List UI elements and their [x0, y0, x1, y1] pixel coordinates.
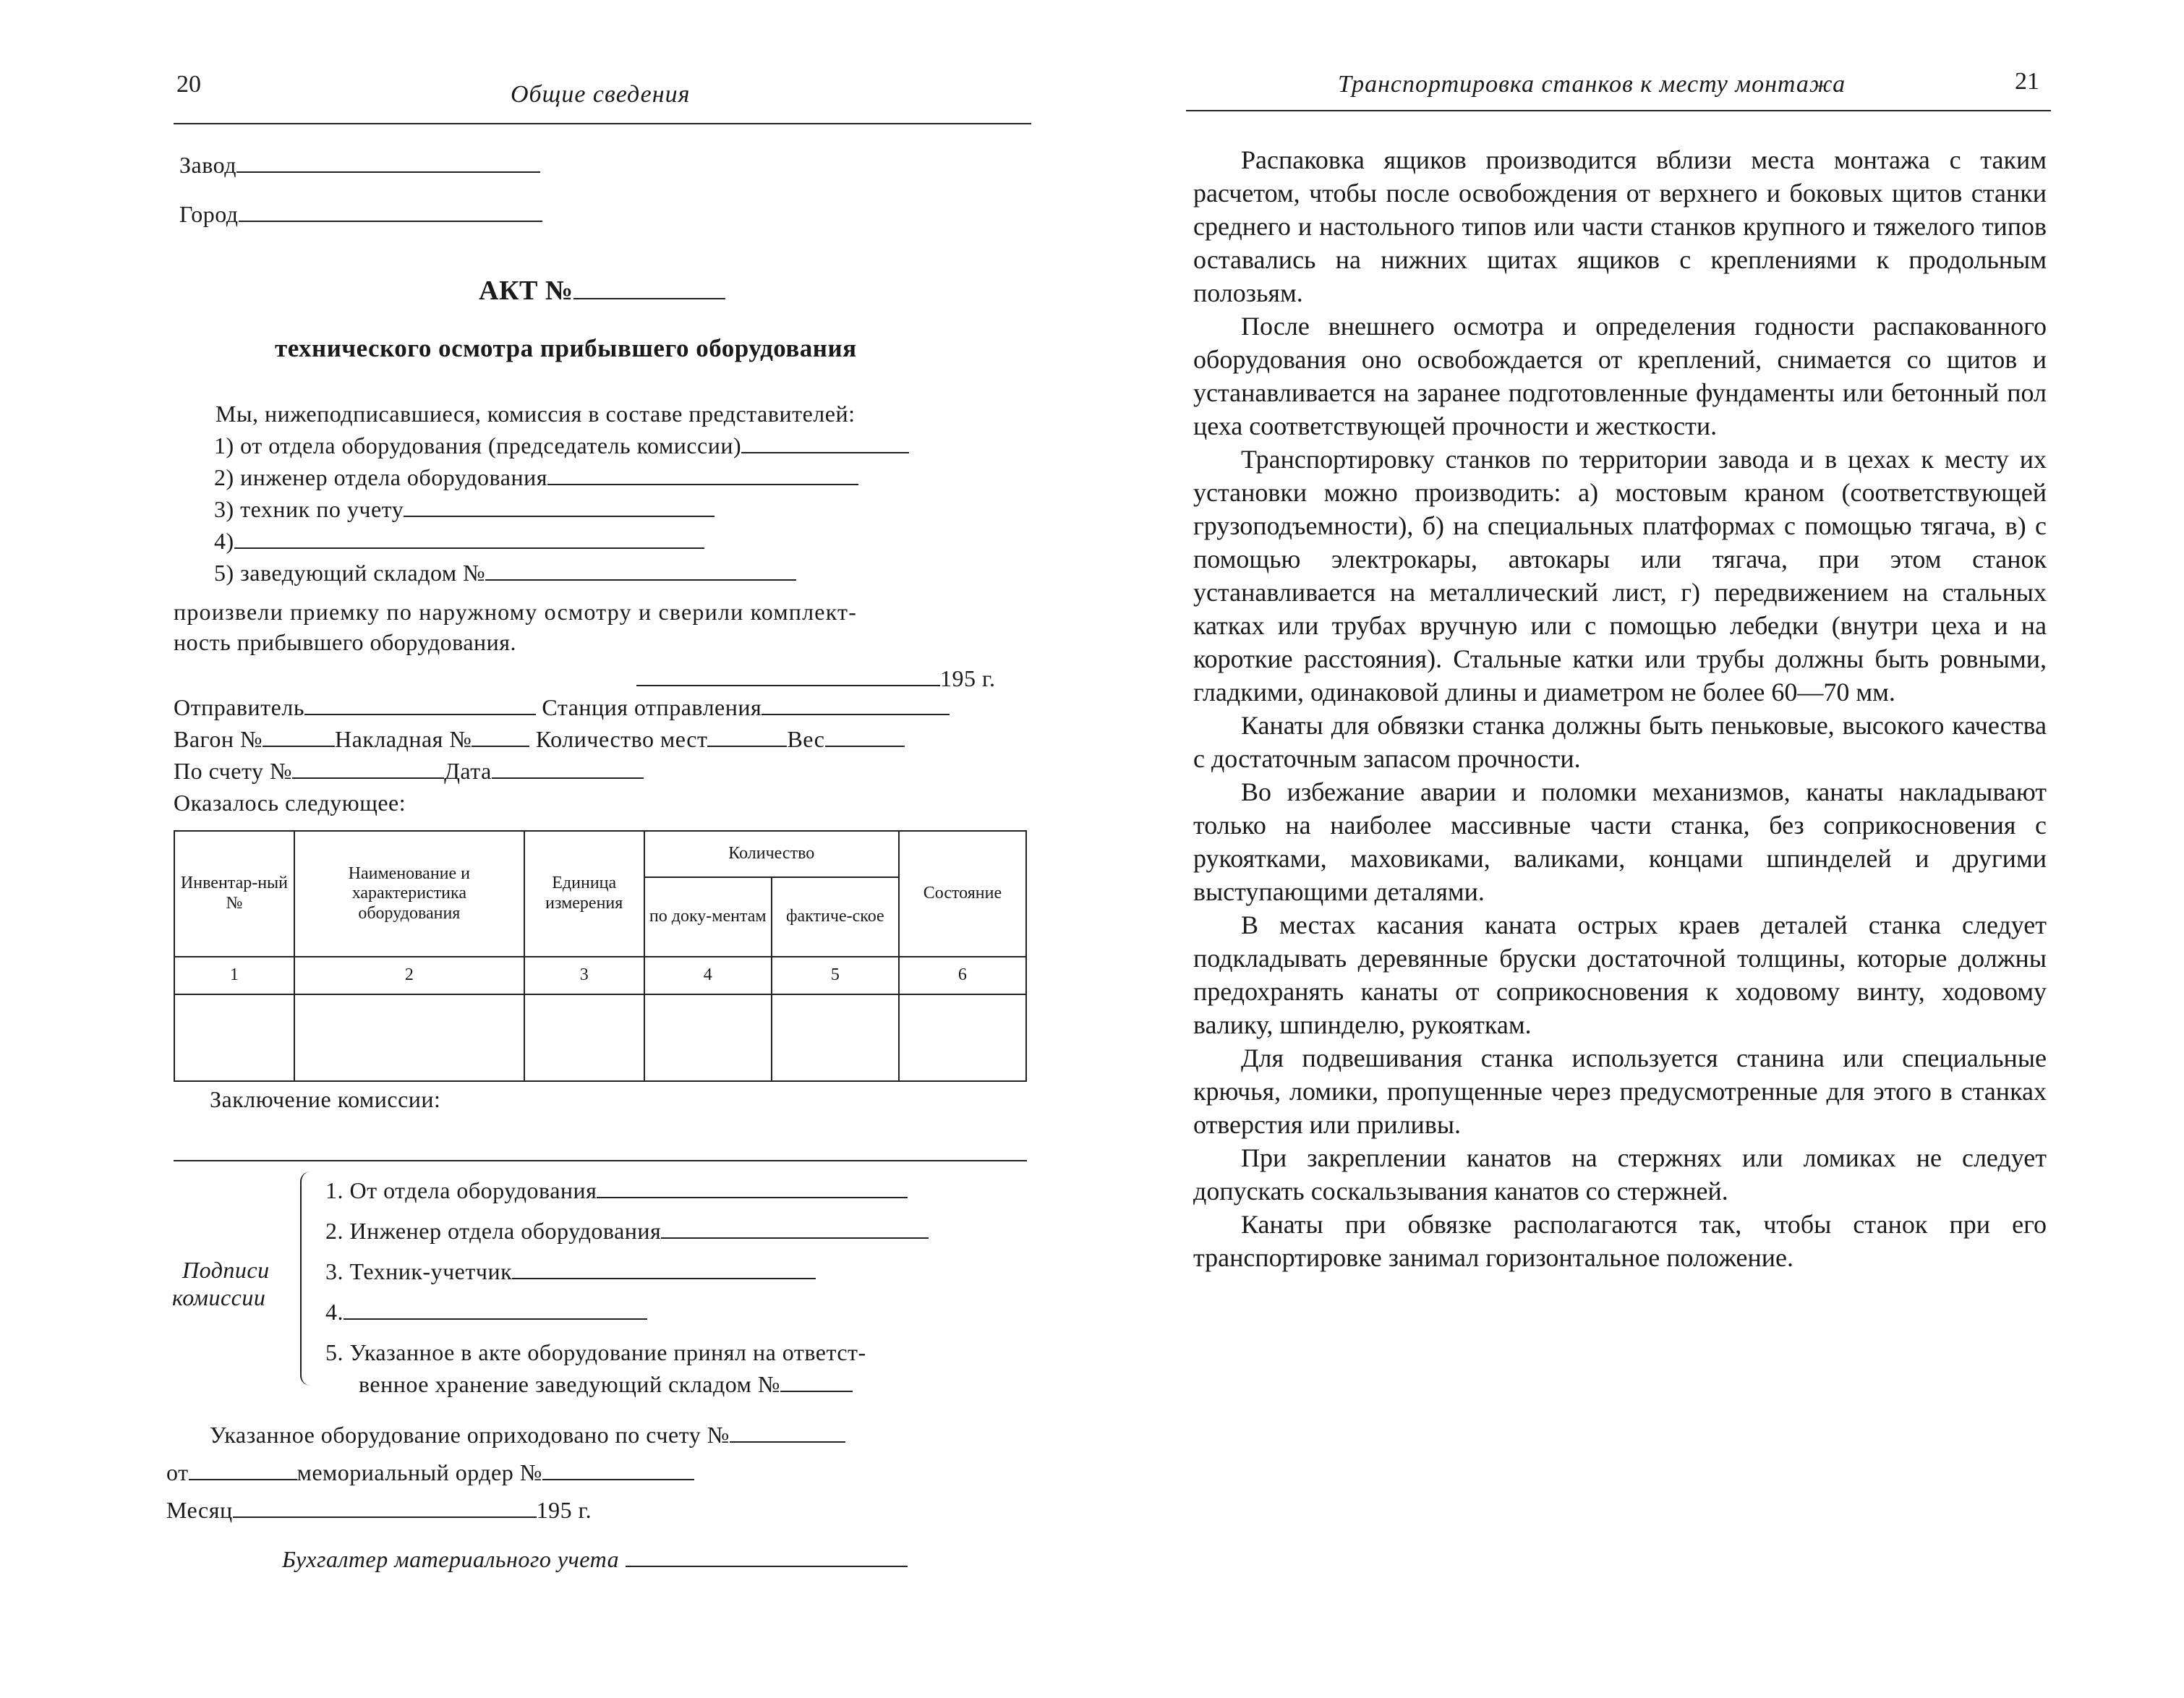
intro-text: Мы, нижеподписавшиеся, комиссия в составе представителей: [216, 401, 856, 427]
year-field: 195 г. [636, 665, 996, 692]
header-rule [174, 123, 1031, 124]
running-title: Транспортировка станков к месту монтажа [1338, 71, 1846, 98]
page-number: 21 [2015, 68, 2039, 95]
col-number: 2 [294, 957, 524, 994]
conclusion-label: Заключение комиссии: [210, 1086, 441, 1112]
paragraph: Для подвешивания станка используется станина или специальные крючья, ломики, пропущенные через предусмотренные для этого в станках отверстия или приливы. [1193, 1044, 2047, 1139]
running-title: Общие сведения [511, 81, 691, 108]
member-2: 2) инженер отдела оборудования [214, 464, 858, 491]
header-rule [1186, 110, 2051, 111]
inspection-table [174, 830, 1027, 1082]
month-row: Месяц 195 г. [166, 1497, 592, 1523]
wagon-row: Вагон № Накладная № Количество мест Вес [174, 726, 905, 753]
zavod-field: Завод [179, 152, 540, 179]
memorial-row: от мемориальный ордер № [166, 1459, 694, 1486]
signature-5: 5. Указанное в акте оборудование принял на ответст- [325, 1339, 866, 1365]
accountant-row: Бухгалтер материального учета [282, 1546, 908, 1573]
col-by-docs: по доку-ментам [644, 877, 772, 957]
col-quantity: Количество [644, 831, 899, 877]
paragraph: Распаковка ящиков производится вблизи места монтажа с таким расчетом, чтобы после освобождения от верхнего и боковых щитов станки среднего и настольного типов или части станков крупного и тяжелого типов оставались на нижних щитах ящиков с креплениями к продольным полозьям. [1193, 145, 2047, 307]
paragraph: Канаты для обвязки станка должны быть пеньковые, высокого качества с достаточным запасом прочности. [1193, 711, 2047, 773]
found-label: Оказалось следующее: [174, 790, 406, 816]
invoice-row: По счету № Дата [174, 758, 644, 785]
paragraph: Канаты при обвязке располагаются так, чтобы станок при его транспортировке занимал горизонтальное положение. [1193, 1210, 2047, 1272]
paragraph: В местах касания каната острых краев деталей станка следует подкладывать деревянные бруски достаточной толщины, которые должны предохранять канаты от соприкосновения к ходовому винту, ходовому валику, шпинделю, рукояткам. [1193, 910, 2047, 1039]
col-inventory: Инвентар-ный № [174, 831, 294, 957]
col-unit: Единица измерения [524, 831, 644, 957]
member-5: 5) заведующий складом № [214, 560, 796, 586]
signatures-label-2: комиссии [172, 1284, 266, 1310]
signatures-brace [300, 1172, 317, 1386]
signature-5-cont: венное хранение заведующий складом № [359, 1371, 853, 1398]
col-number: 3 [524, 957, 644, 994]
produced-line-2: ность прибывшего оборудования. [174, 629, 516, 655]
table-row [174, 994, 1026, 1081]
gorod-field: Город [179, 201, 542, 228]
col-number: 4 [644, 957, 772, 994]
member-3: 3) техник по учету [214, 496, 715, 523]
signature-3: 3. Техник-учетчик [325, 1258, 816, 1285]
col-number: 1 [174, 957, 294, 994]
akt-subtitle: технического осмотра прибывшего оборудования [275, 334, 857, 362]
member-1: 1) от отдела оборудования (председатель комиссии) [214, 432, 909, 459]
produced-line-1: произвели приемку по наружному осмотру и сверили комплект- [174, 599, 858, 625]
col-number: 5 [772, 957, 899, 994]
conclusion-line [174, 1160, 1027, 1161]
signature-1: 1. От отдела оборудования [325, 1177, 908, 1204]
col-actual: фактиче-ское [772, 877, 899, 957]
right-page [1092, 0, 2184, 1698]
col-name: Наименование и характеристика оборудования [294, 831, 524, 957]
paragraph: При закреплении канатов на стержнях или ломиках не следует допускать соскальзывания канатов со стержней. [1193, 1143, 2047, 1206]
accounted-row: Указанное оборудование оприходовано по счету № [210, 1422, 845, 1449]
signature-4: 4. [325, 1299, 647, 1326]
paragraph: После внешнего осмотра и определения годности распакованного оборудования оно освобождается от креплений, снимается со щитов и устанавливается на заранее подготовленные фундаменты или бетонный пол цеха соответствующей прочности и жесткости. [1193, 312, 2047, 440]
member-4: 4) [214, 528, 704, 555]
sender-row: Отправитель Станция отправления [174, 694, 950, 721]
akt-title: АКТ № [479, 275, 725, 307]
paragraph: Во избежание аварии и поломки механизмов, канаты накладывают только на наиболее массивные части станка, без соприкосновения с рукоятками, маховиками, валиками, концами шпинделей и другими выступающими деталями. [1193, 777, 2047, 906]
page-number: 20 [176, 71, 201, 98]
body-text [1193, 143, 2047, 1274]
col-state: Состояние [899, 831, 1026, 957]
signatures-label-1: Подписи [182, 1257, 270, 1283]
signature-2: 2. Инженер отдела оборудования [325, 1218, 929, 1245]
paragraph: Транспортировку станков по территории завода и в цехах к месту их установки можно производить: а) мостовым краном (соответствующей грузоподъемности), б) на специальных платформах с помощью тягача, в) с помощью электрокары, автокары или тягача, при этом станок устанавливается на металлический лист, г) передвижением на стальных катках или трубах вручную или с помощью лебедки (внутри цеха и на короткие расстояния). Стальные катки или трубы должны быть ровными, гладкими, одинаковой длины и диаметром не более 60—70 мм. [1193, 445, 2047, 707]
col-number: 6 [899, 957, 1026, 994]
